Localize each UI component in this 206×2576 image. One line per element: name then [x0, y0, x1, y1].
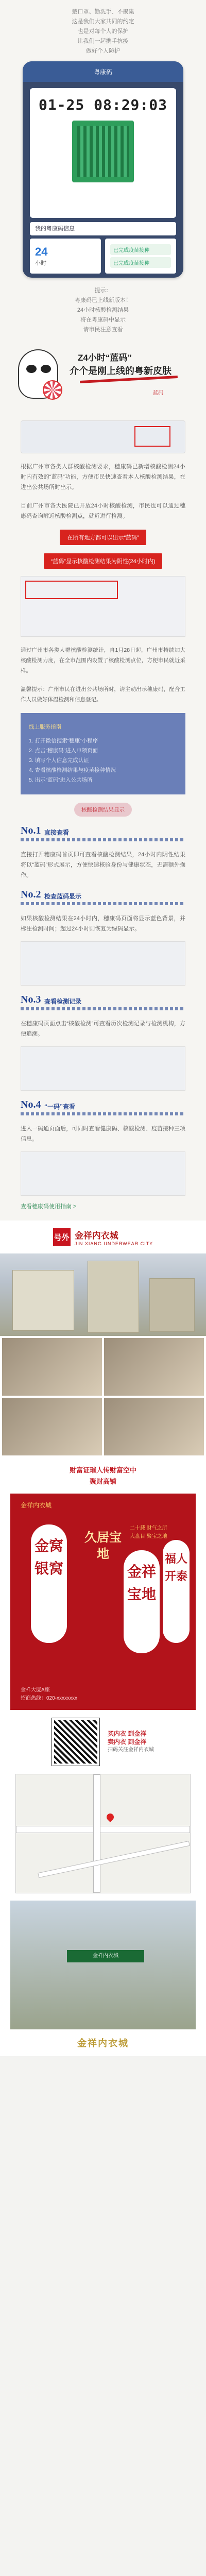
intro-line: 戴口罩、勤洗手、不聚集 — [72, 9, 134, 15]
banner-tag: 蓝码 — [153, 391, 163, 396]
result-pill[interactable]: 核酸检测结果显示 — [74, 803, 132, 817]
poster-middle: 久居宝地 — [84, 1531, 122, 1561]
poster-column-right: 福人开泰 — [163, 1540, 190, 1643]
red-poster — [10, 1494, 196, 1710]
store-sign: 金祥内衣城 — [67, 1950, 144, 1962]
guide-line: 4. 查看核酸检测结果与疫苗接种情况 — [29, 767, 116, 773]
poster-column-center: 金祥宝地 — [124, 1550, 160, 1653]
qr-text — [108, 1730, 154, 1754]
location-map[interactable] — [15, 1774, 191, 1893]
store-advertisement — [0, 1221, 206, 2056]
notice-text — [0, 278, 206, 335]
store-gallery — [0, 1336, 206, 1458]
section-label: “一码”查看 — [44, 1103, 76, 1110]
notice-line: 提示： — [94, 287, 112, 294]
vaccine-pill: 已完成疫苗接种 — [110, 244, 171, 255]
screenshot-thumbnail — [21, 576, 185, 637]
slogan: 卖内衣 到金祥 — [108, 1738, 147, 1745]
notice-line: 24小时核酸检测结果 — [77, 307, 129, 313]
section-number: No.4 — [21, 1099, 41, 1110]
notice-line: 将在粤康码中显示 — [80, 317, 126, 323]
screenshot-thumbnail — [21, 941, 185, 986]
lollipop-icon — [43, 380, 62, 400]
qr-code-icon — [72, 121, 134, 182]
notice-line: 请市民注意查看 — [83, 327, 123, 333]
side-line: 二十载 财气之所 — [130, 1526, 167, 1531]
code-card — [30, 88, 176, 218]
poster-side-text — [130, 1524, 167, 1541]
qr-section — [0, 1710, 206, 1774]
ad-header — [0, 1221, 206, 1253]
vaccine-pill: 已完成疫苗接种 — [110, 257, 171, 268]
section-label: 直接查看 — [44, 829, 70, 836]
storefront-photo — [10, 1901, 196, 2029]
intro-line: 做好个人防护 — [86, 48, 120, 54]
red-callout: “蓝码”显示核酸检测结果为阴性(24小时内) — [44, 553, 163, 569]
highlight-box — [25, 581, 118, 599]
qr-code-icon[interactable] — [52, 1718, 99, 1766]
paragraph: 在穗康码页面点击“核酸检测”可查看历次检测记录与检测机构，方便追溯。 — [21, 1021, 185, 1037]
section-number: No.1 — [21, 825, 41, 836]
gallery-photo — [2, 1338, 102, 1396]
intro-line: 让我们一起携手抗疫 — [77, 38, 129, 44]
side-line: 大盘目 聚宝之地 — [130, 1534, 167, 1539]
footer-line: 招商热线：020-xxxxxxxx — [21, 1696, 78, 1701]
intro-line: 这是我们大家共同的约定 — [72, 19, 134, 25]
phone-title: 粤康码 — [23, 61, 183, 82]
screenshot-thumbnail — [21, 1046, 185, 1091]
brand-name: 金祥内衣城 — [74, 1230, 118, 1241]
section-label: 检查蓝码显示 — [44, 893, 82, 900]
intro-text — [0, 0, 206, 56]
guide-line: 5. 出示“蓝码”进入公共场所 — [29, 777, 93, 783]
gallery-photo — [104, 1398, 204, 1455]
gallery-photo — [2, 1398, 102, 1455]
health-code-screenshot — [23, 61, 183, 278]
store-photo — [0, 1253, 206, 1336]
section-label: 查看检测记录 — [44, 998, 82, 1005]
section-number: No.3 — [21, 994, 41, 1005]
banner-subtitle: 介个是刚上线的粤新皮肤 — [70, 366, 171, 376]
paragraph: 进入一码通页面后，可同时查看健康码、核酸检测、疫苗接种三项信息。 — [21, 1126, 185, 1142]
divider — [21, 1112, 185, 1115]
poster-footer — [21, 1686, 185, 1703]
section-header — [21, 1099, 185, 1115]
code-time: 01-25 08:29:03 — [38, 96, 167, 113]
divider — [21, 838, 185, 841]
paragraph: 如果核酸检测结果在24小时内，穗康码页面将显示蓝色背景，并标注检测时间；超过24小时则恢复为绿码显示。 — [21, 916, 185, 932]
qr-note: 扫码关注金祥内衣城 — [108, 1747, 154, 1753]
section-header — [21, 825, 185, 841]
guide-line: 2. 点击“穗康码”进入申领页面 — [29, 748, 98, 754]
guide-link[interactable]: 查看穗康码使用指南 > — [21, 1204, 77, 1210]
section-header — [21, 889, 185, 905]
paragraph: 直接打开穗康码首页即可查看核酸检测结果，24小时内阴性结果将以“蓝码”形式展示，方便快速核验身份与健康状态，无需额外操作。 — [21, 852, 185, 878]
intro-line: 也是对每个人的保护 — [77, 28, 129, 35]
banner-title: Z4小时“蓝码” — [78, 353, 132, 363]
paragraph: 温馨提示：广州市民在进出公共场所时，请主动出示穗康码，配合工作人员做好体温检测和信息登记。 — [21, 686, 185, 703]
slogan: 买内衣 到金祥 — [108, 1730, 147, 1737]
guide-line: 3. 填写个人信息完成认证 — [29, 757, 89, 764]
screenshot-thumbnail — [21, 1151, 185, 1196]
notice-line: 粤康码已上线新版本！ — [75, 297, 131, 303]
tagline-line: 聚财高铺 — [89, 1478, 116, 1485]
divider — [21, 1007, 185, 1010]
paragraph: 目前广州市各大医院已开放24小时核酸检测，市民也可以通过穗康码查询附近核酸检测点，就近进行检测。 — [21, 503, 185, 519]
extra-badge: 号外 — [53, 1228, 71, 1246]
screenshot-thumbnail — [21, 420, 185, 453]
poster-column-left: 金窝银窝 — [31, 1524, 67, 1643]
brand-subtitle: JIN XIANG UNDERWEAR CITY — [74, 1241, 153, 1246]
paragraph: 根据广州市各类人群核酸检测要求，穗康码已新增核酸检测24小时内有效的“蓝码”功能，方便市民快速查看本人核酸检测结果，在进出公共场所时出示。 — [21, 464, 185, 490]
guide-heading: 线上服务指南 — [29, 724, 61, 730]
status-tiles — [30, 239, 176, 274]
section-number: No.2 — [21, 889, 41, 900]
highlight-box — [134, 426, 170, 447]
hours-unit: 小时 — [35, 260, 46, 266]
map-pin-icon — [105, 1812, 115, 1822]
red-callout: 在所有地方都可以出示“蓝码” — [60, 530, 146, 545]
footer-brand: 金祥内衣城 — [77, 2038, 129, 2048]
hours-value: 24 — [35, 245, 48, 258]
my-code-info[interactable]: 我的粤康码信息 — [30, 222, 176, 235]
poster-logo: 金祥内衣城 — [21, 1502, 52, 1509]
divider — [21, 902, 185, 905]
section-header — [21, 994, 185, 1010]
blue-code-banner — [18, 346, 188, 413]
paragraph: 通过广州市各类人群核酸检测统计，自1月28日起，广州市持续加大核酸检测力度，在全市范围内设置了核酸检测点位，方便市民就近采样。 — [21, 647, 185, 674]
guide-line: 1. 打开微信搜索“穗康”小程序 — [29, 738, 98, 744]
footer-line: 金祥大厦A座 — [21, 1687, 50, 1693]
tagline-line: 财富证璀人传财富空中 — [69, 1466, 136, 1474]
vaccine-tile[interactable] — [105, 239, 176, 274]
ad-tagline — [41, 1465, 165, 1487]
service-guide-box — [21, 713, 185, 794]
nucleic-tile[interactable] — [30, 239, 101, 274]
gallery-photo — [104, 1338, 204, 1396]
